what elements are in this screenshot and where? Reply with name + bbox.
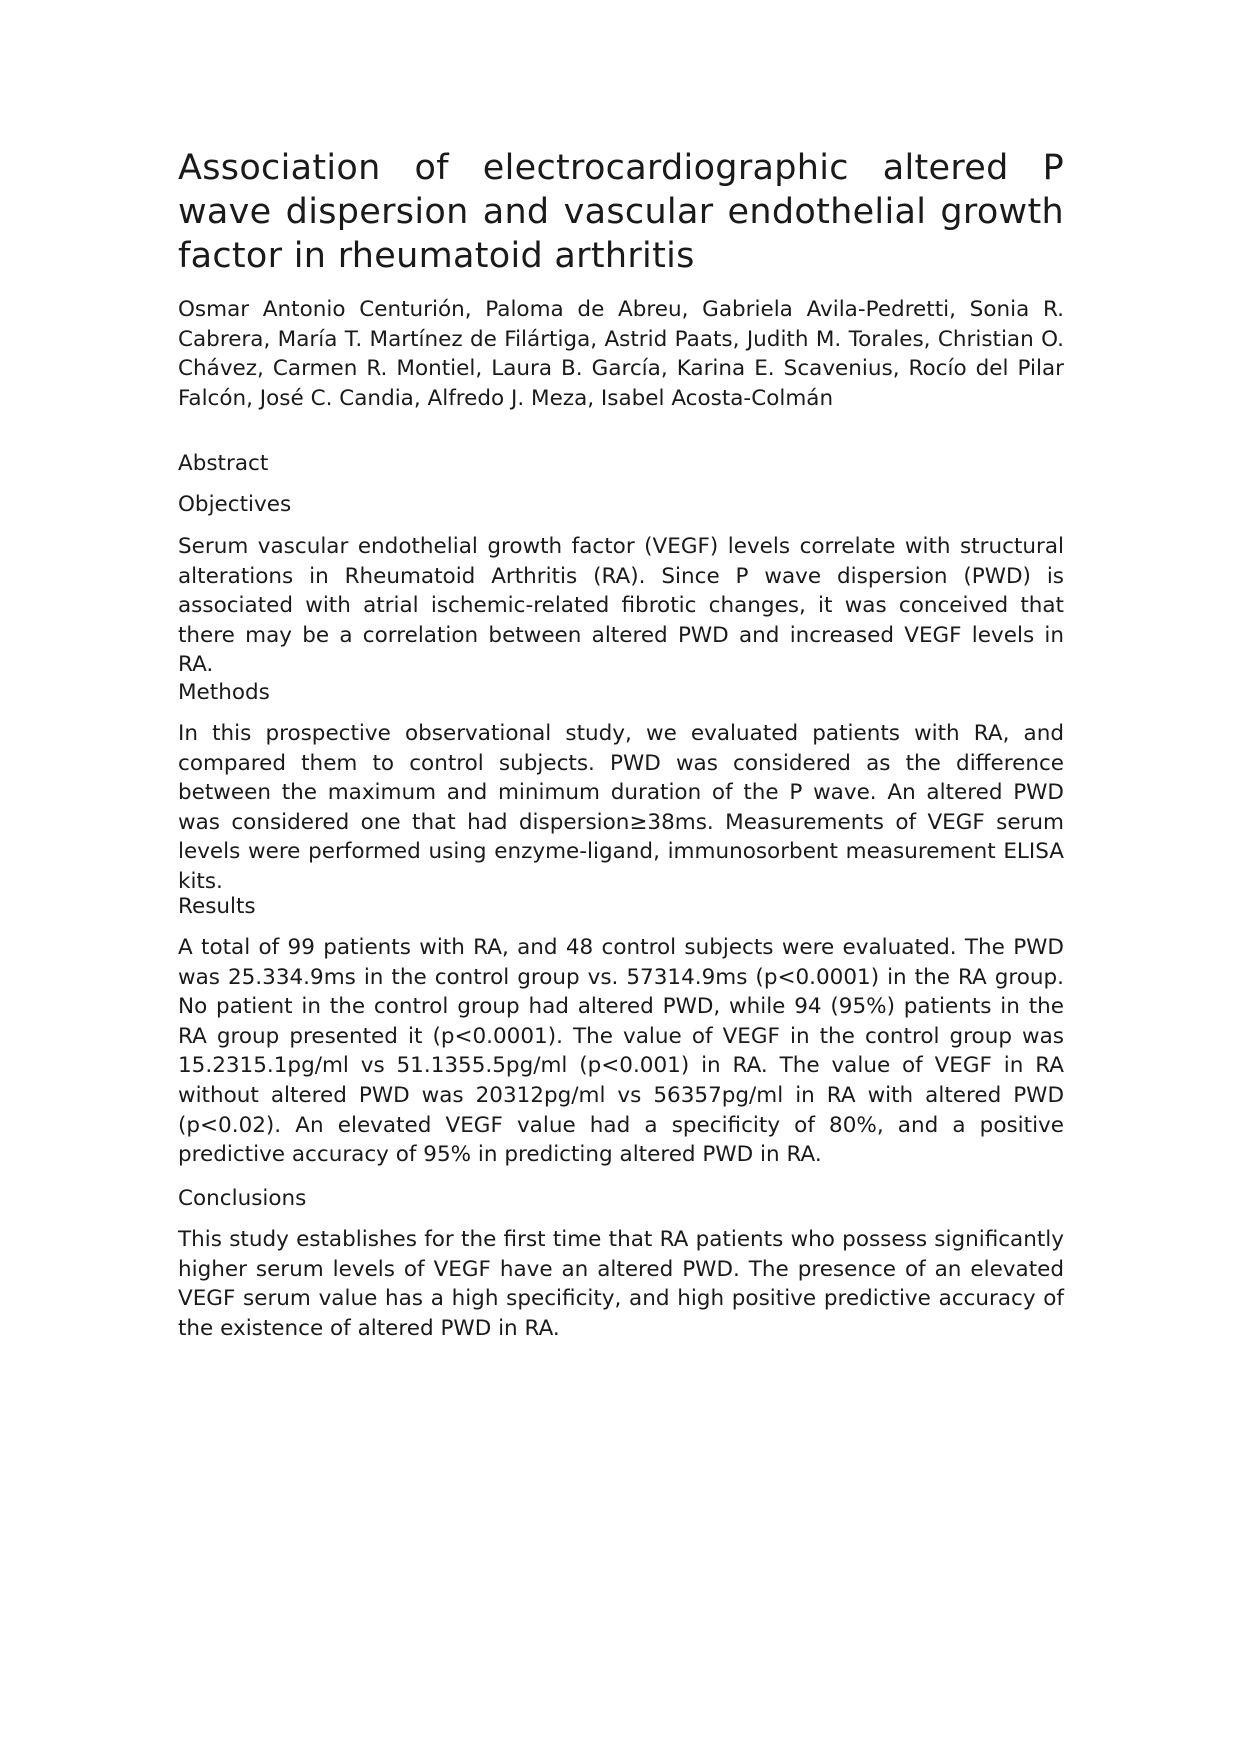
paper-title: Association of electrocardiographic altered P wave dispersion and vascular endothelial growth factor in rheumatoid arthritis <box>178 148 1064 276</box>
conclusions-heading: Conclusions <box>178 1186 307 1211</box>
methods-text: In this prospective observational study, we evaluated patients with RA, and compared them to control subjects. PWD was considered as the difference between the maximum and minimum duration of the P wave. An altered PWD was considered one that had dispersion≥38ms. Measurements of VEGF serum levels were performed using enzyme-ligand, immunosorbent measurement ELISA kits. <box>178 721 1064 894</box>
results-heading: Results <box>178 894 256 919</box>
abstract-heading: Abstract <box>178 451 269 476</box>
author-list: Osmar Antonio Centurión, Paloma de Abreu, Gabriela Avila-Pedretti, Sonia R. Cabrera, María T. Martínez de Filártiga, Astrid Paats, Judith M. Torales, Christian O. Chávez, Carmen R. Montiel, Laura B. García, Karina E. Scavenius, Rocío del Pilar Falcón, José C. Candia, Alfredo J. Meza, Isabel Acosta-Colmán <box>178 297 1064 411</box>
methods-heading: Methods <box>178 680 270 705</box>
objectives-text: Serum vascular endothelial growth factor (VEGF) levels correlate with structural alterations in Rheumatoid Arthritis (RA). Since P wave dispersion (PWD) is associated with atrial ischemic-related fibrotic changes, it was conceived that there may be a correlation between altered PWD and increased VEGF levels in RA. <box>178 534 1064 678</box>
objectives-heading: Objectives <box>178 492 292 517</box>
conclusions-text: This study establishes for the first time that RA patients who possess significantly higher serum levels of VEGF have an altered PWD. The presence of an elevated VEGF serum value has a high specificity, and high positive predictive accuracy of the existence of altered PWD in RA. <box>178 1227 1064 1341</box>
results-text: A total of 99 patients with RA, and 48 control subjects were evaluated. The PWD was 25.334.9ms in the control group vs. 57314.9ms (p<0.0001) in the RA group. No patient in the control group had altered PWD, while 94 (95%) patients in the RA group presented it (p<0.0001). The value of VEGF in the control group was 15.2315.1pg/ml vs 51.1355.5pg/ml (p<0.001) in RA. The value of VEGF in RA without altered PWD was 20312pg/ml vs 56357pg/ml in RA with altered PWD (p<0.02). An elevated VEGF value had a specificity of 80%, and a positive predictive accuracy of 95% in predicting altered PWD in RA. <box>178 935 1064 1168</box>
